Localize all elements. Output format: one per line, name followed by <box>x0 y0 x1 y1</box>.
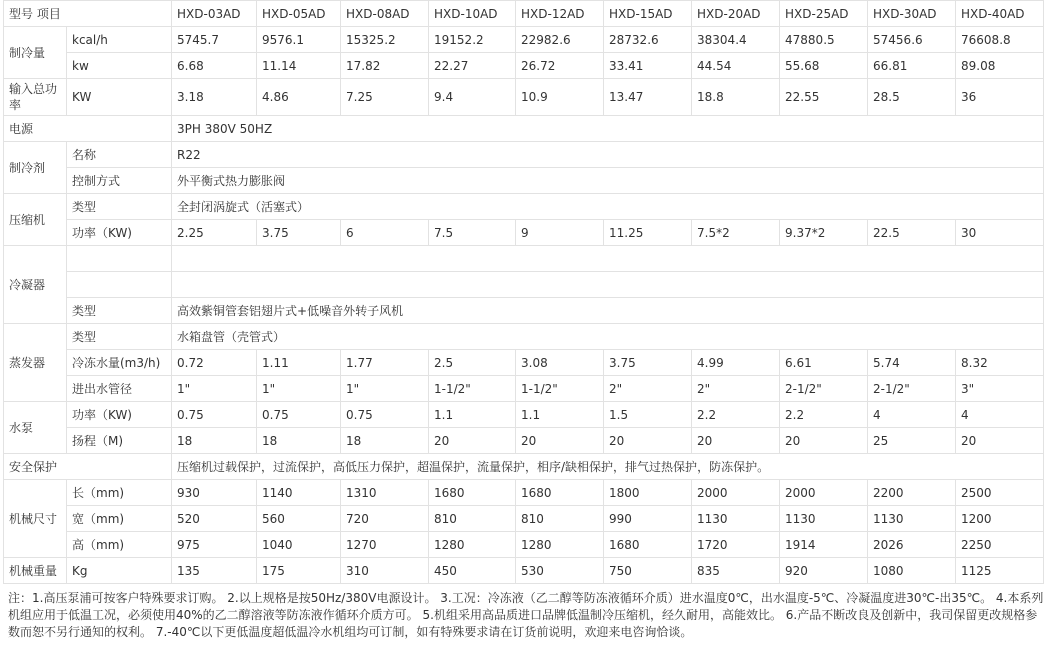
value-cell: 0.72 <box>172 350 257 376</box>
value-cell: 66.81 <box>868 53 956 79</box>
value-cell: 水箱盘管（壳管式） <box>172 324 1044 350</box>
value-cell: 6 <box>341 220 429 246</box>
table-row <box>4 454 1044 480</box>
value-cell: 20 <box>604 428 692 454</box>
unit-cell: 类型 <box>67 298 172 324</box>
table-row <box>4 298 1044 324</box>
unit-cell: 功率（KW) <box>67 220 172 246</box>
value-cell: 750 <box>604 558 692 584</box>
value-cell: 18 <box>257 428 341 454</box>
table-row <box>4 428 1044 454</box>
table-row <box>4 142 1044 168</box>
value-cell: 3.75 <box>604 350 692 376</box>
value-cell: 990 <box>604 506 692 532</box>
unit-cell: KW <box>67 79 172 116</box>
value-cell: 4 <box>956 402 1044 428</box>
value-cell: 22.55 <box>780 79 868 116</box>
unit-cell: Kg <box>67 558 172 584</box>
table-row <box>4 376 1044 402</box>
value-cell: 0.75 <box>257 402 341 428</box>
value-cell: 1.11 <box>257 350 341 376</box>
value-cell: 1800 <box>604 480 692 506</box>
model-header: HXD-30AD <box>868 1 956 27</box>
value-cell: 22982.6 <box>516 27 604 53</box>
value-cell: 4.86 <box>257 79 341 116</box>
value-cell: 1270 <box>341 532 429 558</box>
table-row <box>4 350 1044 376</box>
value-cell: 1-1/2" <box>516 376 604 402</box>
empty-cell <box>172 246 1044 272</box>
table-row <box>4 27 1044 53</box>
value-cell: 55.68 <box>780 53 868 79</box>
value-cell: 0.75 <box>341 402 429 428</box>
value-cell: 28732.6 <box>604 27 692 53</box>
value-cell: 530 <box>516 558 604 584</box>
value-cell: 920 <box>780 558 868 584</box>
empty-cell <box>67 246 172 272</box>
table-row <box>4 480 1044 506</box>
header-row <box>4 1 1044 27</box>
value-cell: 18 <box>172 428 257 454</box>
value-cell: 17.82 <box>341 53 429 79</box>
value-cell: 2" <box>692 376 780 402</box>
value-cell: 36 <box>956 79 1044 116</box>
value-cell: 28.5 <box>868 79 956 116</box>
model-header: HXD-05AD <box>257 1 341 27</box>
value-cell: 20 <box>780 428 868 454</box>
unit-cell: 冷冻水量(m3/h) <box>67 350 172 376</box>
value-cell: 3.75 <box>257 220 341 246</box>
value-cell: 6.68 <box>172 53 257 79</box>
table-row <box>4 558 1044 584</box>
value-cell: 1280 <box>516 532 604 558</box>
value-cell: 20 <box>956 428 1044 454</box>
value-cell: 1" <box>257 376 341 402</box>
value-cell: 全封闭涡旋式（活塞式） <box>172 194 1044 220</box>
table-row <box>4 116 1044 142</box>
model-header: HXD-15AD <box>604 1 692 27</box>
value-cell: 20 <box>516 428 604 454</box>
value-cell: 0.75 <box>172 402 257 428</box>
value-cell: 13.47 <box>604 79 692 116</box>
value-cell: 11.25 <box>604 220 692 246</box>
group-label: 水泵 <box>4 402 67 454</box>
value-cell: 810 <box>429 506 516 532</box>
table-row <box>4 246 1044 272</box>
value-cell: 975 <box>172 532 257 558</box>
value-cell: 1.1 <box>516 402 604 428</box>
unit-cell: 类型 <box>67 194 172 220</box>
group-label: 机械重量 <box>4 558 67 584</box>
table-row <box>4 506 1044 532</box>
value-cell: 1130 <box>780 506 868 532</box>
value-cell: 1.5 <box>604 402 692 428</box>
unit-cell: 扬程（M) <box>67 428 172 454</box>
value-cell: 2200 <box>868 480 956 506</box>
value-cell: 1680 <box>516 480 604 506</box>
value-cell: 4.99 <box>692 350 780 376</box>
value-cell: 47880.5 <box>780 27 868 53</box>
value-cell: 2250 <box>956 532 1044 558</box>
value-cell: 20 <box>429 428 516 454</box>
value-cell: 1.77 <box>341 350 429 376</box>
table-row <box>4 79 1044 116</box>
value-cell: 1130 <box>868 506 956 532</box>
model-header: HXD-08AD <box>341 1 429 27</box>
value-cell: 高效紫铜管套铝翅片式+低噪音外转子风机 <box>172 298 1044 324</box>
value-cell: 2.25 <box>172 220 257 246</box>
table-row <box>4 532 1044 558</box>
value-cell: 1.1 <box>429 402 516 428</box>
value-cell: 3.08 <box>516 350 604 376</box>
model-header: HXD-12AD <box>516 1 604 27</box>
value-cell: 1914 <box>780 532 868 558</box>
value-cell: 15325.2 <box>341 27 429 53</box>
value-cell: 9.4 <box>429 79 516 116</box>
value-cell: 1-1/2" <box>429 376 516 402</box>
value-cell: 30 <box>956 220 1044 246</box>
table-row <box>4 324 1044 350</box>
value-cell: 2-1/2" <box>868 376 956 402</box>
unit-cell: 进出水管径 <box>67 376 172 402</box>
group-label: 制冷剂 <box>4 142 67 194</box>
unit-cell: 功率（KW) <box>67 402 172 428</box>
value-cell: 4 <box>868 402 956 428</box>
group-label: 电源 <box>4 116 172 142</box>
value-cell: 7.25 <box>341 79 429 116</box>
value-cell: 5.74 <box>868 350 956 376</box>
empty-cell <box>67 272 172 298</box>
spec-table <box>3 0 1044 584</box>
corner-cell: 型号 项目 <box>4 1 172 27</box>
value-cell: 76608.8 <box>956 27 1044 53</box>
value-cell: 1310 <box>341 480 429 506</box>
value-cell: 3PH 380V 50HZ <box>172 116 1044 142</box>
value-cell: 3" <box>956 376 1044 402</box>
value-cell: 7.5 <box>429 220 516 246</box>
value-cell: 9.37*2 <box>780 220 868 246</box>
value-cell: 930 <box>172 480 257 506</box>
value-cell: 3.18 <box>172 79 257 116</box>
value-cell: 1125 <box>956 558 1044 584</box>
value-cell: 135 <box>172 558 257 584</box>
value-cell: 720 <box>341 506 429 532</box>
value-cell: 18 <box>341 428 429 454</box>
value-cell: 450 <box>429 558 516 584</box>
value-cell: 1680 <box>429 480 516 506</box>
value-cell: 1040 <box>257 532 341 558</box>
value-cell: 5745.7 <box>172 27 257 53</box>
value-cell: 33.41 <box>604 53 692 79</box>
value-cell: 外平衡式热力膨胀阀 <box>172 168 1044 194</box>
value-cell: 10.9 <box>516 79 604 116</box>
value-cell: 2000 <box>780 480 868 506</box>
table-row <box>4 168 1044 194</box>
value-cell: 44.54 <box>692 53 780 79</box>
value-cell: 18.8 <box>692 79 780 116</box>
value-cell: 9576.1 <box>257 27 341 53</box>
value-cell: 11.14 <box>257 53 341 79</box>
value-cell: 7.5*2 <box>692 220 780 246</box>
group-label: 压缩机 <box>4 194 67 246</box>
table-row <box>4 194 1044 220</box>
value-cell: 1" <box>341 376 429 402</box>
value-cell: 压缩机过载保护，过流保护，高低压力保护，超温保护，流量保护，相序/缺相保护，排气过热保护，防冻保护。 <box>172 454 1044 480</box>
value-cell: 1680 <box>604 532 692 558</box>
value-cell: 1130 <box>692 506 780 532</box>
value-cell: 2" <box>604 376 692 402</box>
value-cell: 175 <box>257 558 341 584</box>
unit-cell: 高（mm) <box>67 532 172 558</box>
unit-cell: 宽（mm) <box>67 506 172 532</box>
model-header: HXD-25AD <box>780 1 868 27</box>
table-row <box>4 220 1044 246</box>
value-cell: 2.5 <box>429 350 516 376</box>
value-cell: 20 <box>692 428 780 454</box>
unit-cell: 名称 <box>67 142 172 168</box>
value-cell: 19152.2 <box>429 27 516 53</box>
value-cell: 38304.4 <box>692 27 780 53</box>
unit-cell: kcal/h <box>67 27 172 53</box>
value-cell: 1080 <box>868 558 956 584</box>
value-cell: 560 <box>257 506 341 532</box>
value-cell: 835 <box>692 558 780 584</box>
group-label: 蒸发器 <box>4 324 67 402</box>
table-row <box>4 53 1044 79</box>
value-cell: 2500 <box>956 480 1044 506</box>
value-cell: 1140 <box>257 480 341 506</box>
value-cell: 1" <box>172 376 257 402</box>
unit-cell: 控制方式 <box>67 168 172 194</box>
group-label: 制冷量 <box>4 27 67 79</box>
value-cell: R22 <box>172 142 1044 168</box>
value-cell: 26.72 <box>516 53 604 79</box>
value-cell: 6.61 <box>780 350 868 376</box>
group-label: 冷凝器 <box>4 246 67 324</box>
table-row <box>4 402 1044 428</box>
value-cell: 1200 <box>956 506 1044 532</box>
model-header: HXD-40AD <box>956 1 1044 27</box>
value-cell: 2000 <box>692 480 780 506</box>
value-cell: 1280 <box>429 532 516 558</box>
value-cell: 2026 <box>868 532 956 558</box>
unit-cell: kw <box>67 53 172 79</box>
table-row <box>4 272 1044 298</box>
unit-cell: 长（mm) <box>67 480 172 506</box>
value-cell: 2.2 <box>692 402 780 428</box>
value-cell: 22.27 <box>429 53 516 79</box>
value-cell: 25 <box>868 428 956 454</box>
value-cell: 57456.6 <box>868 27 956 53</box>
value-cell: 2.2 <box>780 402 868 428</box>
value-cell: 22.5 <box>868 220 956 246</box>
model-header: HXD-10AD <box>429 1 516 27</box>
group-label: 机械尺寸 <box>4 480 67 558</box>
unit-cell: 类型 <box>67 324 172 350</box>
model-header: HXD-20AD <box>692 1 780 27</box>
group-label: 输入总功率 <box>4 79 67 116</box>
empty-cell <box>172 272 1044 298</box>
value-cell: 1720 <box>692 532 780 558</box>
value-cell: 310 <box>341 558 429 584</box>
value-cell: 520 <box>172 506 257 532</box>
value-cell: 2-1/2" <box>780 376 868 402</box>
value-cell: 810 <box>516 506 604 532</box>
model-header: HXD-03AD <box>172 1 257 27</box>
value-cell: 9 <box>516 220 604 246</box>
notes: 注：1.高压泵浦可按客户特殊要求订购。 2.以上规格是按50Hz/380V电源设计。 3.工况：冷冻液（乙二醇等防冻液循环介质）进水温度0℃，出水温度-5℃、冷凝温度进30℃-出35℃。 4.本系列机组应用于低温工况，必须使用40%的乙二醇溶液等防冻液作循环介质方可。 5.机组采用高品质进口品牌低温制冷压缩机，经久耐用，高能效比。 6.产品不断改良及创新中，我司保留更改规格参数而恕不另行通知的权利。 7.-40℃以下更低温度超低温冷水机组均可订制，如有特殊要求请在订货前说明，欢迎来电咨询恰谈。 <box>8 591 1044 639</box>
value-cell: 89.08 <box>956 53 1044 79</box>
group-label: 安全保护 <box>4 454 172 480</box>
value-cell: 8.32 <box>956 350 1044 376</box>
